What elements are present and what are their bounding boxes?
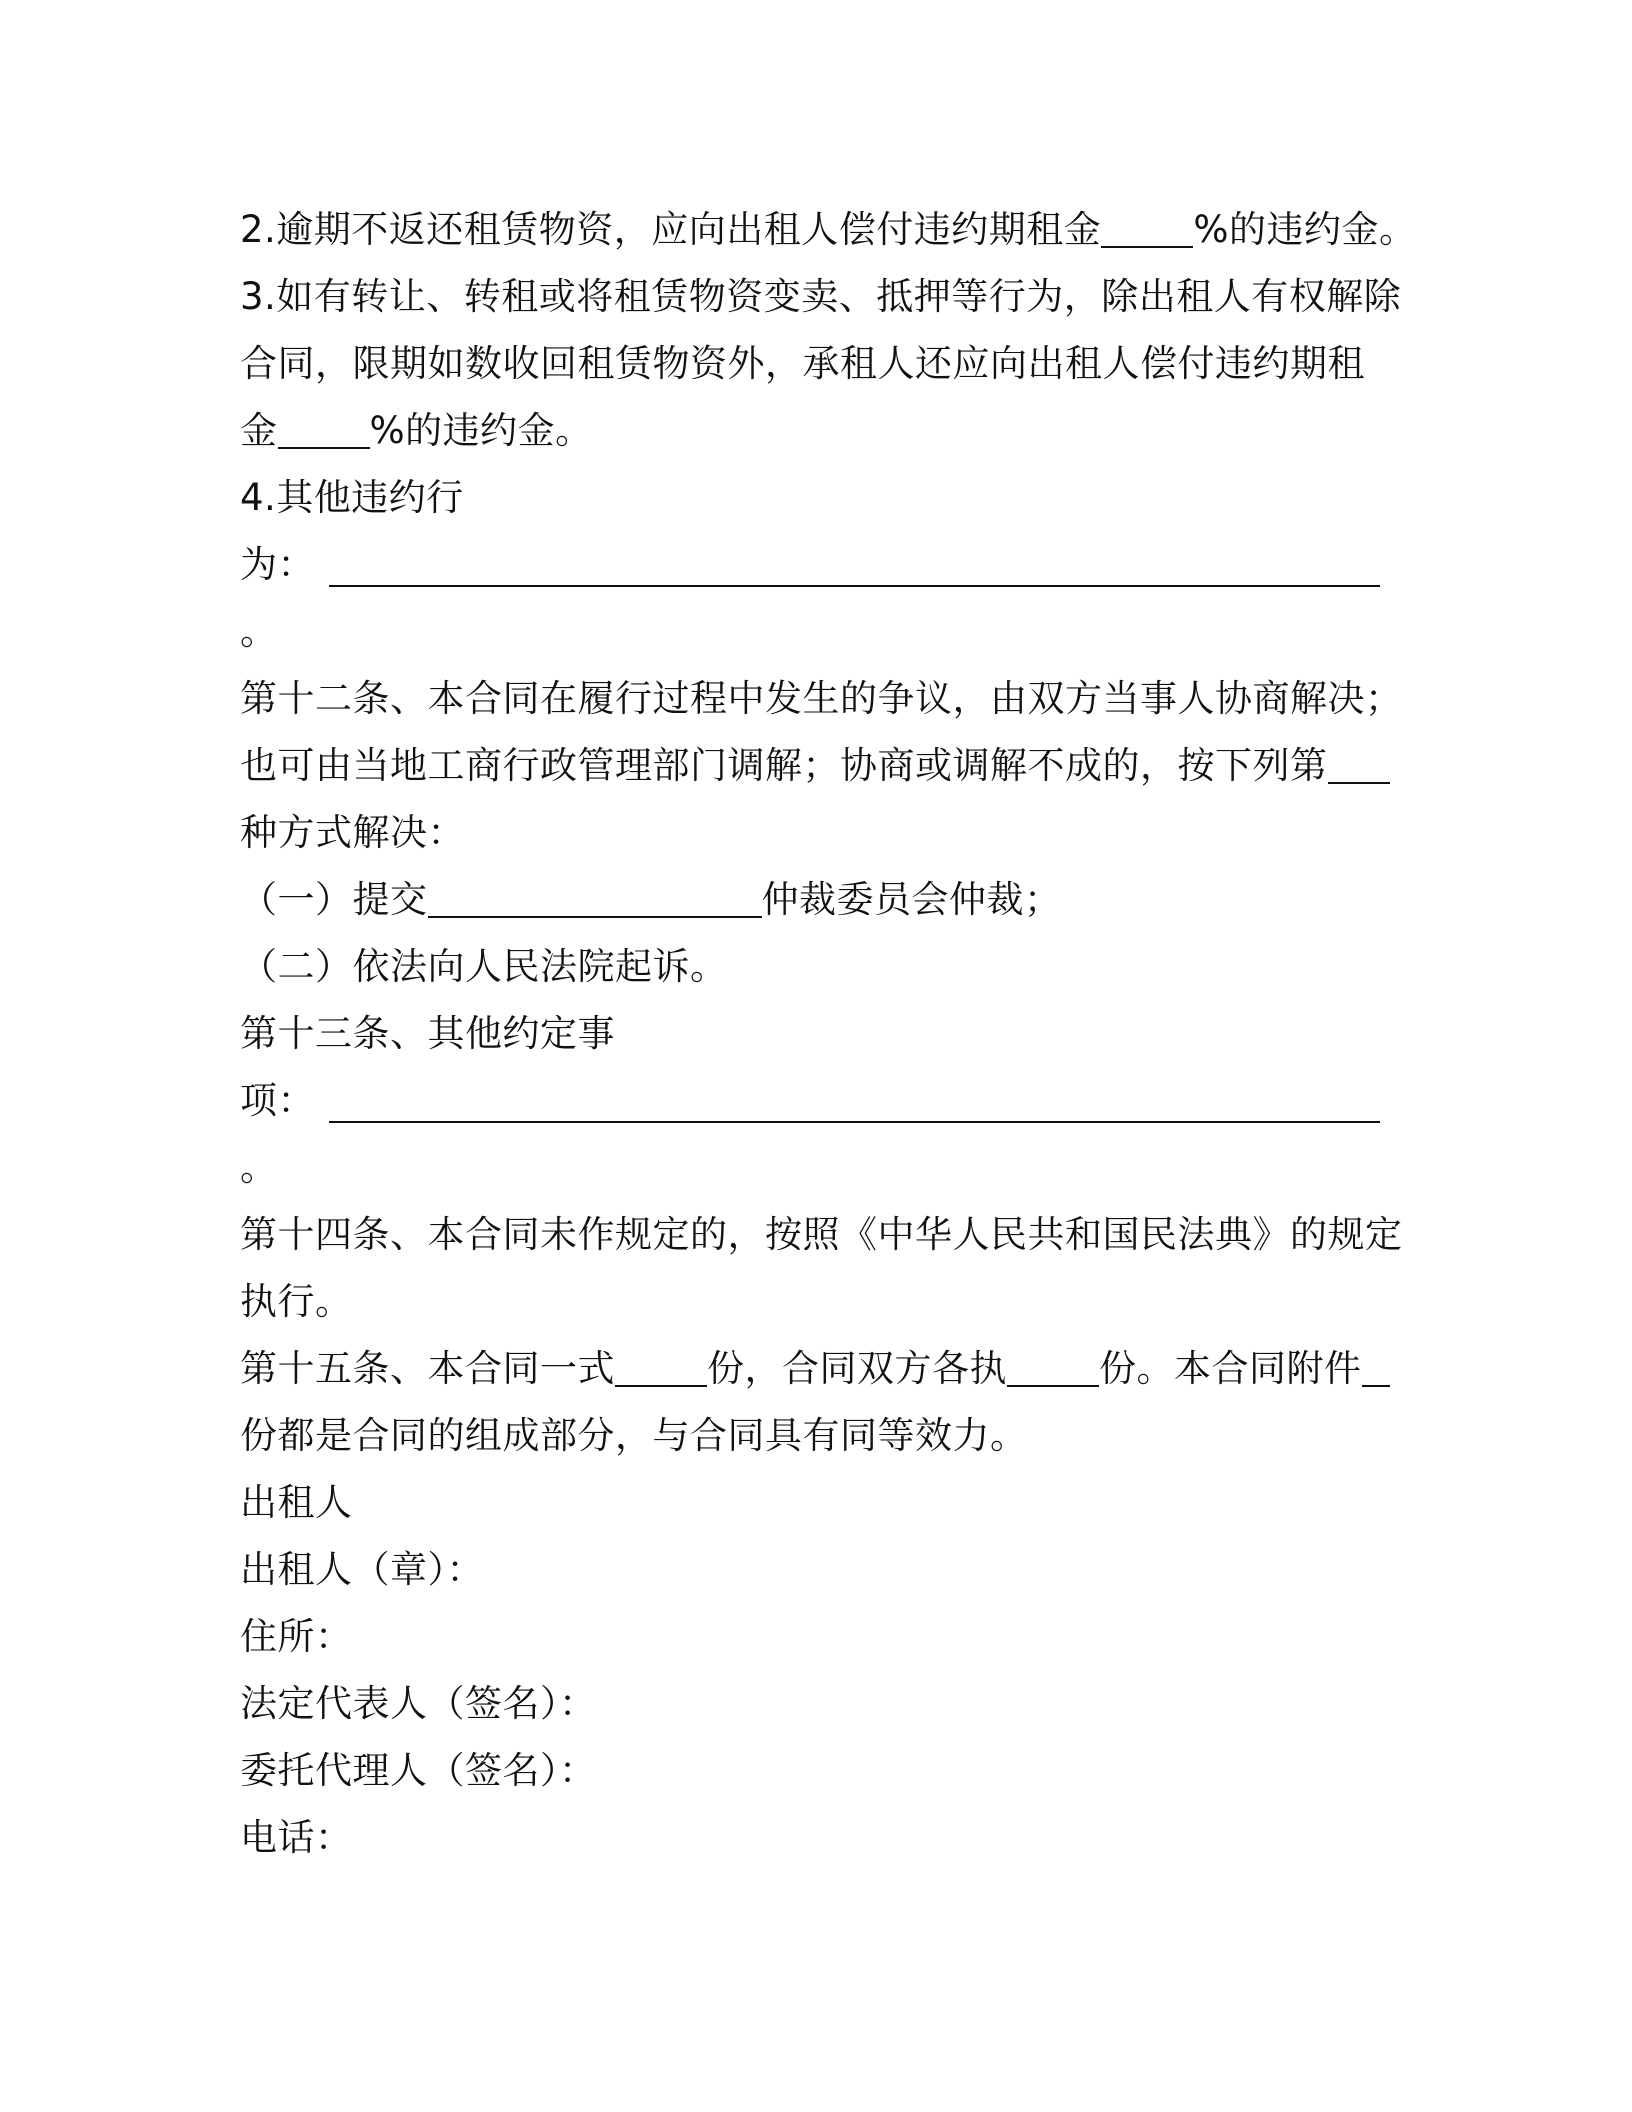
clause-text: 第十三条、其他约定事 <box>240 1012 615 1055</box>
blank-field[interactable] <box>428 866 762 918</box>
blank-field[interactable] <box>615 1335 707 1387</box>
clause-text: 第十五条、本合同一式 <box>240 1347 615 1390</box>
signature-label: 出租人（章）： <box>240 1548 484 1591</box>
clause-text: 第十二条、本合同在履行过程中发生的争议，由双方当事人协商解决； <box>240 677 1403 720</box>
clause-text: %的违约金。 <box>369 409 593 452</box>
clause-text: 份，合同双方各执 <box>707 1347 1007 1390</box>
clause-item-4-line-1 <box>240 464 1380 531</box>
article-12-line-2 <box>240 732 1380 799</box>
clause-text: 执行。 <box>240 1280 353 1323</box>
clause-item-2 <box>240 196 1417 263</box>
article-12-line-1 <box>240 665 1403 732</box>
signature-agent <box>240 1737 1380 1804</box>
contract-body <box>240 196 1417 1871</box>
clause-text: 合同，限期如数收回租赁物资外，承租人还应向出租人偿付违约期租 <box>240 342 1365 385</box>
signature-label: 法定代表人（签名）： <box>240 1682 597 1725</box>
clause-item-4-end <box>240 598 1380 665</box>
clause-text: （一）提交 <box>240 878 428 921</box>
signature-seal <box>240 1536 1380 1603</box>
signature-heading-text: 出租人 <box>240 1481 353 1524</box>
article-15-line-2 <box>240 1402 1380 1469</box>
article-15-line-1 <box>240 1335 1380 1402</box>
clause-text: 第十四条、本合同未作规定的，按照《中华人民共和国民法典》的规定 <box>240 1213 1403 1256</box>
signature-label: 电话： <box>240 1816 353 1859</box>
article-13-line-1 <box>240 1000 1380 1067</box>
clause-text: 3.如有转让、转租或将租赁物资变卖、抵押等行为，除出租人有权解除 <box>240 275 1402 318</box>
clause-text: （二）依法向人民法院起诉。 <box>240 945 728 988</box>
article-12-option-1 <box>240 866 1380 933</box>
blank-field[interactable] <box>1101 196 1193 248</box>
clause-text: 项： <box>240 1079 315 1122</box>
signature-phone <box>240 1804 1380 1871</box>
blank-field-long[interactable] <box>329 531 1380 587</box>
blank-field-long[interactable] <box>329 1067 1380 1123</box>
clause-text: 4.其他违约行 <box>240 476 464 519</box>
clause-text: 2.逾期不返还租赁物资，应向出租人偿付违约期租金 <box>240 208 1102 251</box>
clause-text: 仲裁委员会仲裁； <box>761 878 1062 921</box>
clause-text: 为： <box>240 543 315 586</box>
blank-field[interactable] <box>278 397 370 449</box>
article-12-option-2 <box>240 933 1380 1000</box>
clause-text: 份都是合同的组成部分，与合同具有同等效力。 <box>240 1414 1028 1457</box>
signature-heading <box>240 1469 1380 1536</box>
clause-item-3-line-2 <box>240 330 1380 397</box>
clause-text: 种方式解决： <box>240 811 465 854</box>
blank-field[interactable] <box>1007 1335 1099 1387</box>
clause-text: %的违约金。 <box>1193 208 1417 251</box>
clause-item-4-line-2 <box>240 531 1380 598</box>
clause-text: 。 <box>240 1146 278 1189</box>
clause-text: 也可由当地工商行政管理部门调解；协商或调解不成的，按下列第 <box>240 744 1328 787</box>
article-12-line-3 <box>240 799 1380 866</box>
clause-text: 金 <box>240 409 278 452</box>
article-14-line-2 <box>240 1268 1380 1335</box>
article-13-end <box>240 1134 1380 1201</box>
blank-field[interactable] <box>1362 1335 1390 1387</box>
clause-item-3-line-1 <box>240 263 1402 330</box>
signature-address <box>240 1603 1380 1670</box>
clause-item-3-line-3 <box>240 397 1380 464</box>
blank-field[interactable] <box>1328 732 1390 784</box>
article-14-line-1 <box>240 1201 1403 1268</box>
article-13-line-2 <box>240 1067 1380 1134</box>
signature-legal-rep <box>240 1670 1380 1737</box>
clause-text: 。 <box>240 610 278 653</box>
signature-label: 住所： <box>240 1615 353 1658</box>
signature-label: 委托代理人（签名）： <box>240 1749 597 1792</box>
clause-text: 份。本合同附件 <box>1099 1347 1362 1390</box>
